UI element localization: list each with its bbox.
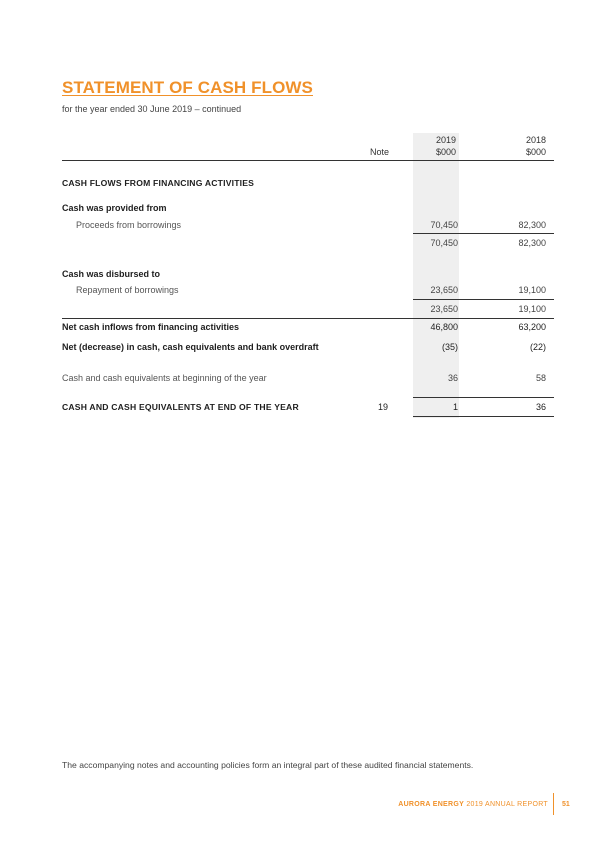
year-2019-label: 2019 <box>435 135 456 145</box>
page-title: STATEMENT OF CASH FLOWS <box>62 78 313 97</box>
table-row-net-cash-inflows <box>62 322 554 336</box>
value-2019: 70,450 <box>430 220 458 230</box>
page-subtitle: for the year ended 30 June 2019 – continued <box>62 104 242 114</box>
year-2018-label: 2018 <box>525 135 546 145</box>
table-row-repayment-of-borrowings <box>62 285 554 299</box>
value-2018: 19,100 <box>518 285 546 295</box>
table-row-subtotal-disbursed <box>62 304 554 318</box>
footer-divider <box>553 793 554 815</box>
value-2018: (22) <box>529 342 546 352</box>
note-reference: 19 <box>377 402 388 412</box>
table-row-proceeds-from-borrowings <box>62 220 554 234</box>
footnote: The accompanying notes and accounting policies form an integral part of these audited financial statements. <box>62 760 474 770</box>
table-row-net-decrease <box>62 342 554 356</box>
table-row-section-financing <box>62 178 554 192</box>
row-label: Proceeds from borrowings <box>76 220 182 230</box>
subtotal-rule <box>413 299 554 300</box>
total-rule <box>62 318 554 319</box>
year-2018-unit: $000 <box>525 147 546 157</box>
value-2018: 63,200 <box>518 322 546 332</box>
table-row-cash-disbursed-to <box>62 269 554 283</box>
row-label: Net (decrease) in cash, cash equivalents and bank overdraft <box>62 342 319 352</box>
footer-company: AURORA ENERGY <box>398 801 465 808</box>
value-2018: 82,300 <box>518 238 546 248</box>
row-label: Net cash inflows from financing activities <box>62 322 240 332</box>
table-row-cash-provided-from <box>62 203 554 217</box>
value-2019: 46,800 <box>430 322 458 332</box>
footer-brand <box>398 801 548 808</box>
table-row-cash-end-of-year <box>62 402 554 416</box>
value-2019: 36 <box>447 373 458 383</box>
row-label: Cash was disbursed to <box>62 269 161 279</box>
page-number: 51 <box>562 801 570 808</box>
year-2019-column-header <box>436 134 456 158</box>
value-2019: 1 <box>452 402 458 412</box>
row-label: CASH AND CASH EQUIVALENTS AT END OF THE YEAR <box>62 402 299 412</box>
note-column-header <box>370 146 389 158</box>
row-label: Repayment of borrowings <box>76 285 179 295</box>
value-2018: 19,100 <box>518 304 546 314</box>
footer-report-name: 2019 ANNUAL REPORT <box>466 801 548 808</box>
table-row-subtotal-provided <box>62 238 554 252</box>
row-label: Cash was provided from <box>62 203 167 213</box>
closing-bottom-rule <box>413 416 554 417</box>
header-divider <box>62 160 554 161</box>
note-header-label: Note <box>369 147 389 157</box>
year-2018-column-header <box>526 134 546 158</box>
value-2018: 82,300 <box>518 220 546 230</box>
table-row-cash-beginning-of-year <box>62 373 554 387</box>
value-2019: (35) <box>441 342 458 352</box>
value-2019: 23,650 <box>430 304 458 314</box>
value-2019: 23,650 <box>430 285 458 295</box>
closing-top-rule <box>413 397 554 398</box>
row-label: CASH FLOWS FROM FINANCING ACTIVITIES <box>62 178 255 188</box>
year-2019-unit: $000 <box>435 147 456 157</box>
value-2018: 58 <box>535 373 546 383</box>
row-label: Cash and cash equivalents at beginning of the year <box>62 373 267 383</box>
value-2019: 70,450 <box>430 238 458 248</box>
value-2018: 36 <box>535 402 546 412</box>
subtotal-rule <box>413 233 554 234</box>
